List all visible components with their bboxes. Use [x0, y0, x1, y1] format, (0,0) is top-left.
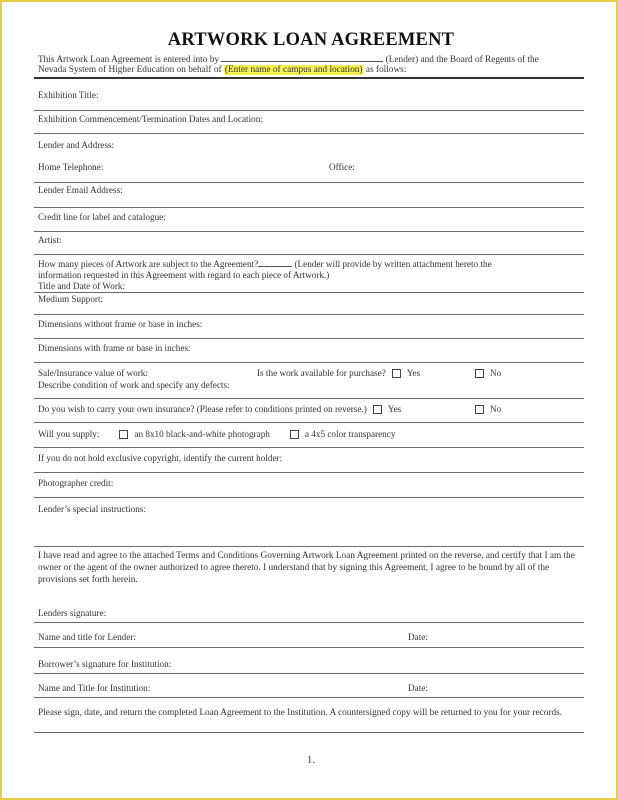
intro-text-suffix: (Lender) and the Board of Regents of the [385, 55, 539, 65]
insurance-yes-checkbox[interactable] [373, 405, 382, 414]
purchase-no-option [475, 368, 501, 378]
office-telephone-label: Office: [329, 162, 355, 172]
lender-email-field[interactable] [34, 207, 584, 208]
lender-address-label: Lender and Address: [38, 140, 115, 150]
agreement-paragraph: I have read and agree to the attached Terms and Conditions Governing Artwork Loan Agreement printed on the reverse, and certify that I am the owner or the agent of the owner authorized to agree thereto. I understand that by signing this Agreement, I agree to be bound by all of the provisions set forth herein. [38, 551, 575, 586]
purchase-no-checkbox[interactable] [475, 369, 484, 378]
title-date-label: Title and Date of Work: [38, 281, 126, 291]
insurance-rule [34, 422, 584, 423]
exhibition-dates-label: Exhibition Commencement/Termination Dates and Location: [38, 114, 263, 124]
pieces-count-field[interactable] [258, 258, 292, 267]
dims-without-frame-field[interactable] [34, 338, 584, 339]
transparency-option-label: a 4x5 color transparency [304, 429, 396, 439]
pieces-question-suffix: (Lender will provide by written attachment hereto the [294, 259, 492, 269]
copyright-field[interactable] [34, 472, 584, 473]
exhibition-title-label: Exhibition Title: [38, 90, 99, 100]
pieces-question-line-2: information requested in this Agreement with regard to each piece of Artwork.) [38, 270, 330, 280]
lender-signature-label: Lenders signature: [38, 608, 107, 618]
insurance-no-checkbox[interactable] [475, 405, 484, 414]
insurance-question-text: Do you wish to carry your own insurance? (Please refer to conditions printed on reverse.) [38, 404, 367, 414]
pieces-question-text: How many pieces of Artwork are subject to the Agreement? [38, 259, 259, 269]
purchase-question-text: Is the work available for purchase? [257, 368, 386, 378]
photographer-credit-field[interactable] [34, 497, 584, 498]
condition-field[interactable] [34, 398, 584, 399]
photo-option-label: an 8x10 black-and-white photograph [134, 429, 270, 439]
copyright-label: If you do not hold exclusive copyright, identify the current holder: [38, 453, 283, 463]
insurance-no-option [475, 404, 501, 414]
supply-rule [34, 447, 584, 448]
insurance-no-label: No [490, 404, 502, 414]
artist-field[interactable] [34, 254, 584, 255]
insurance-yes-label: Yes [387, 404, 402, 414]
supply-question-text: Will you supply: [38, 429, 100, 439]
photographer-credit-label: Photographer credit: [38, 478, 114, 488]
supply-question [38, 429, 395, 439]
closing-paragraph: Please sign, date, and return the completed Loan Agreement to the Institution. A countersigned copy will be returned to you for your records. [38, 708, 563, 718]
sale-value-label: Sale/Insurance value of work: [38, 368, 148, 378]
credit-line-field[interactable] [34, 231, 584, 232]
lender-address-field[interactable] [34, 182, 584, 183]
borrower-signature-label: Borrower’s signature for Institution: [38, 659, 172, 669]
dims-with-frame-field[interactable] [34, 362, 584, 363]
lender-name-title-label: Name and title for Lender: [38, 632, 136, 642]
intro-line-2 [38, 65, 406, 75]
lender-signature-field[interactable] [34, 622, 584, 623]
purchase-yes-label: Yes [406, 368, 421, 378]
institution-date-label: Date: [408, 683, 428, 693]
intro-text-2: Nevada System of Higher Education on behalf of [38, 65, 222, 75]
borrower-signature-field[interactable] [34, 673, 584, 674]
insurance-question [38, 404, 401, 414]
exhibition-title-field[interactable] [34, 110, 584, 111]
dims-with-frame-label: Dimensions with frame or base in inches: [38, 343, 191, 353]
purchase-yes-checkbox[interactable] [392, 369, 401, 378]
intro-text: This Artwork Loan Agreement is entered into by [38, 55, 219, 65]
lender-name-title-field[interactable] [34, 647, 584, 648]
medium-support-label: Medium Support: [38, 294, 104, 304]
institution-name-title-label: Name and Title for Institution: [38, 683, 151, 693]
special-instructions-field[interactable] [34, 546, 584, 547]
closing-rule [34, 732, 584, 733]
institution-name-title-field[interactable] [34, 697, 584, 698]
photo-checkbox[interactable] [119, 430, 128, 439]
intro-line-1 [38, 53, 539, 65]
lender-email-label: Lender Email Address: [38, 185, 123, 195]
describe-condition-label: Describe condition of work and specify any defects: [38, 380, 230, 390]
exhibition-dates-field[interactable] [34, 133, 584, 134]
artist-label: Artist: [38, 235, 62, 245]
transparency-checkbox[interactable] [290, 430, 299, 439]
special-instructions-label: Lender’s special instructions: [38, 504, 147, 514]
campus-location-placeholder[interactable]: (Enter name of campus and location) [224, 65, 363, 75]
dims-without-frame-label: Dimensions without frame or base in inches: [38, 319, 203, 329]
lender-name-field[interactable] [221, 53, 383, 62]
pieces-question-line-1 [38, 258, 492, 269]
purchase-no-label: No [490, 368, 502, 378]
credit-line-label: Credit line for label and catalogue: [38, 212, 166, 222]
document-title: ARTWORK LOAN AGREEMENT [167, 30, 455, 50]
header-rule [34, 77, 584, 79]
home-telephone-label: Home Telephone: [38, 162, 104, 172]
intro-text-2-suffix: as follows: [365, 65, 407, 75]
page-number: 1. [306, 754, 316, 766]
title-date-field[interactable] [34, 292, 584, 293]
medium-support-field[interactable] [34, 314, 584, 315]
purchase-question [257, 368, 420, 378]
lender-date-label: Date: [408, 632, 428, 642]
